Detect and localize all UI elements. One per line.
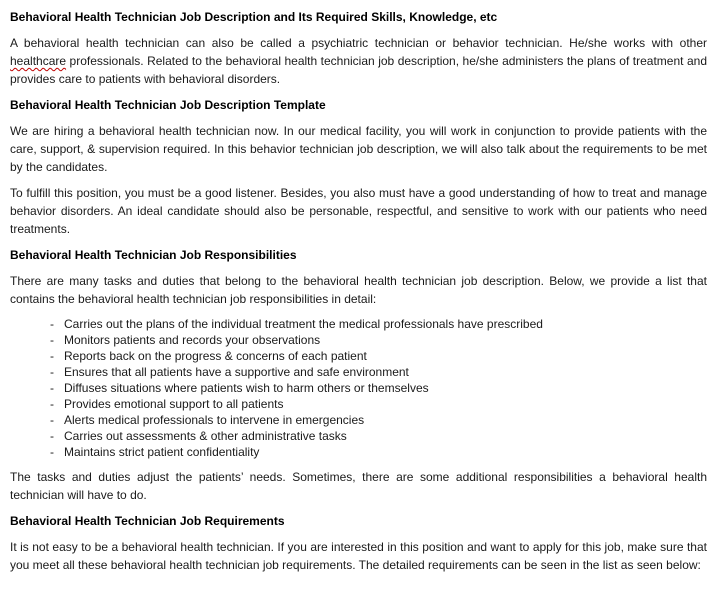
list-dash-marker: - [50, 317, 54, 331]
misspelled-word-healthcare: healthcare [10, 54, 67, 68]
paragraph-template-qualities: To fulfill this position, you must be a good listener. Besides, you also must have a good understanding of how to treat and manage behavior disorders. An ideal candidate should also be personable, respectful, and sensitive to work with our patients who need treatments. [10, 186, 707, 236]
list-item-text: Carries out assessments & other administrative tasks [64, 429, 347, 443]
list-item [10, 332, 707, 348]
paragraph-intro-text-end: professionals. Related to the behavioral health technician job description, he/she administers the plans of treatment and provides care to patients with behavioral disorders. [10, 54, 707, 86]
list-item-text: Reports back on the progress & concerns of each patient [64, 349, 367, 363]
paragraph-requirements-intro: It is not easy to be a behavioral health technician. If you are interested in this position and want to apply for this job, make sure that you meet all these behavioral health technician job requirements. The detailed requirements can be seen in the list as seen below: [10, 540, 707, 572]
list-item [10, 364, 707, 380]
list-dash-marker: - [50, 349, 54, 363]
list-item [10, 396, 707, 412]
list-item [10, 348, 707, 364]
list-item-text: Alerts medical professionals to intervene in emergencies [64, 413, 365, 427]
list-dash-marker: - [50, 365, 54, 379]
responsibilities-list [10, 316, 707, 460]
heading-job-description: Behavioral Health Technician Job Description and Its Required Skills, Knowledge, etc [10, 10, 498, 24]
paragraph-responsibilities-intro: There are many tasks and duties that belong to the behavioral health technician job description. Below, we provide a list that contains the behavioral health technician job responsibilities in detail: [10, 274, 707, 306]
list-item [10, 428, 707, 444]
heading-description-template: Behavioral Health Technician Job Description Template [10, 98, 326, 112]
list-item [10, 380, 707, 396]
list-item-text: Monitors patients and records your observations [64, 333, 321, 347]
list-dash-marker: - [50, 413, 54, 427]
paragraph-template-hiring: We are hiring a behavioral health technician now. In our medical facility, you will work in conjunction to provide patients with the care, support, & supervision required. In this behavior technician job description, we will also talk about the requirements to be met by the candidates. [10, 124, 707, 174]
paragraph-intro-text-start: A behavioral health technician can also be called a psychiatric technician or behavior technician. He/she works with other [10, 36, 707, 50]
list-dash-marker: - [50, 381, 54, 395]
list-item-text: Provides emotional support to all patients [64, 397, 284, 411]
list-item-text: Maintains strict patient confidentiality [64, 445, 260, 459]
list-item [10, 412, 707, 428]
list-item-text: Diffuses situations where patients wish to harm others or themselves [64, 381, 429, 395]
list-item-text: Carries out the plans of the individual treatment the medical professionals have prescribed [64, 317, 543, 331]
list-dash-marker: - [50, 429, 54, 443]
paragraph-intro [10, 34, 707, 88]
list-dash-marker: - [50, 333, 54, 347]
list-item [10, 444, 707, 460]
list-item [10, 316, 707, 332]
heading-responsibilities: Behavioral Health Technician Job Responsibilities [10, 248, 297, 262]
paragraph-responsibilities-outro: The tasks and duties adjust the patients’ needs. Sometimes, there are some additional responsibilities a behavioral health technician will have to do. [10, 470, 707, 502]
list-dash-marker: - [50, 445, 54, 459]
list-dash-marker: - [50, 397, 54, 411]
heading-requirements: Behavioral Health Technician Job Requirements [10, 514, 285, 528]
list-item-text: Ensures that all patients have a supportive and safe environment [64, 365, 409, 379]
